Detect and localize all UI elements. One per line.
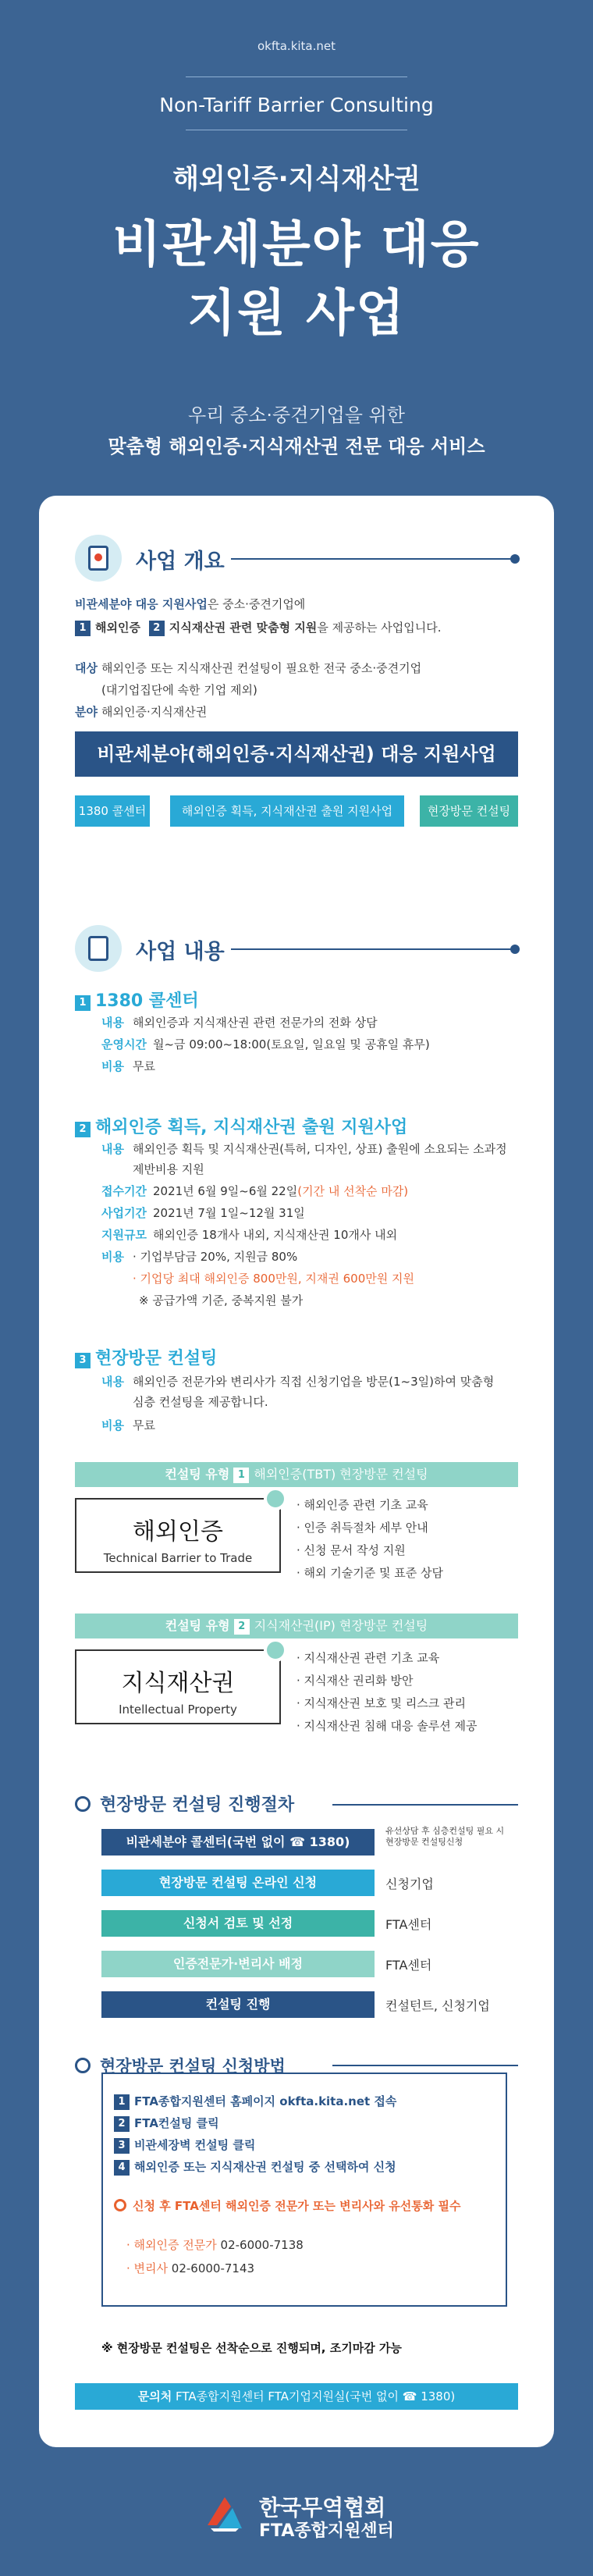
callcenter-content: 내용 해외인증과 지식재산권 관련 전문가의 전화 상담 [101, 1016, 378, 1030]
process-step-4: 인증전문가·변리사 배정 [101, 1951, 375, 1977]
overview-field: 분야 해외인증·지식재산권 [75, 705, 208, 719]
support-cost-note: · 기업당 최대 해외인증 800만원, 지재권 600만원 지원 [133, 1272, 414, 1286]
pill-visit: 현장방문 컨설팅 [420, 795, 518, 827]
site-url[interactable]: okfta.kita.net [257, 39, 336, 53]
support-cost-foot: ※ 공급가액 기준, 중복지원 불가 [139, 1293, 304, 1308]
check-circle-icon [114, 2199, 126, 2211]
support-cost: 비용 · 기업부담금 20%, 지원금 80% [101, 1250, 298, 1264]
program-banner: 비관세분야(해외인증·지식재산권) 대응 지원사업 [75, 731, 518, 777]
alert-document-icon [75, 535, 122, 582]
list-item: · 지식재산권 보호 및 리스크 관리 [296, 1696, 466, 1710]
support-period: 사업기간 2021년 7월 1일~12월 31일 [101, 1206, 305, 1220]
visit-cost: 비용 무료 [101, 1418, 155, 1432]
howto-step-3: 3 비관세장벽 컨설팅 클릭 [114, 2137, 255, 2154]
process-step-5: 컨설팅 진행 [101, 1991, 375, 2018]
overview-intro2: 1 해외인증 2 지식재산권 관련 맞춤형 지원을 제공하는 사업입니다. [75, 619, 442, 636]
check-circle-icon [75, 1796, 91, 1812]
list-item: · 신청 문서 작성 지원 [296, 1543, 406, 1557]
overview-heading: 사업 개요 [75, 535, 520, 582]
howto-step-2: 2 FTA컨설팅 클릭 [114, 2115, 219, 2132]
content-heading: 사업 내용 [75, 925, 520, 972]
process-step-2-side: 신청기업 [385, 1877, 434, 1891]
process-heading: 현장방문 컨설팅 진행절차 [75, 1791, 294, 1816]
howto-note: ※ 현장방문 컨설팅은 선착순으로 진행되며, 조기마감 가능 [101, 2341, 402, 2355]
overview-intro1: 비관세분야 대응 지원사업은 중소·중견기업에 [75, 597, 306, 611]
contact-cert: · 해외인증 전문가 02-6000-7138 [126, 2238, 304, 2252]
overview-target-note: (대기업집단에 속한 기업 제외) [101, 683, 257, 697]
list-item: · 해외 기술기준 및 표준 상담 [296, 1566, 444, 1580]
contact-patent: · 변리사 02-6000-7143 [126, 2261, 255, 2275]
howto-step-1: 1 FTA종합지원센터 홈페이지 okfta.kita.net 접속 [114, 2093, 396, 2110]
howto-heading: 현장방문 컨설팅 신청방법 [75, 2054, 286, 2077]
visit-content: 내용 해외인증 전문가와 변리사가 직접 신청기업을 방문(1~3일)하여 맞춤형 [101, 1375, 495, 1389]
howto-step-4: 4 해외인증 또는 지식재산권 컨설팅 중 선택하여 신청 [114, 2158, 396, 2176]
type2-box: 지식재산권 Intellectual Property [75, 1649, 281, 1724]
howto-notice: 신청 후 FTA센터 해외인증 전문가 또는 변리사와 유선통화 필수 [114, 2197, 460, 2214]
support-content: 내용 해외인증 획득 및 지식재산권(특허, 디자인, 상표) 출원에 소요되는 소과정 [101, 1142, 507, 1156]
list-item: · 지식재산 권리화 방안 [296, 1674, 414, 1688]
process-step-1: 비관세분야 콜센터(국번 없이 ☎ 1380) [101, 1829, 375, 1856]
callcenter-hours: 운영시간 월~금 09:00~18:00(토요일, 일요일 및 공휴일 휴무) [101, 1037, 430, 1051]
list-item: · 지식재산권 침해 대응 솔루션 제공 [296, 1719, 478, 1733]
overview-target: 대상 해외인증 또는 지식재산권 컨설팅이 필요한 전국 중소·중견기업 [75, 661, 422, 675]
list-item: · 인증 취득절차 세부 안내 [296, 1521, 428, 1535]
process-step-1-side: 유선상담 후 심층컨설팅 필요 시 현장방문 컨설팅신청 [385, 1826, 505, 1847]
visit-content-2: 심층 컨설팅을 제공합니다. [133, 1395, 268, 1409]
visit-title: 3 현장방문 컨설팅 [75, 1345, 217, 1369]
support-content-2: 제반비용 지원 [133, 1162, 204, 1176]
check-circle-icon [75, 2058, 91, 2073]
type2-list [296, 1649, 477, 1740]
chart-document-icon [75, 925, 122, 972]
process-step-2: 현장방문 컨설팅 온라인 신청 [101, 1870, 375, 1896]
type2-bar: 컨설팅 유형 2 지식재산권(IP) 현장방문 컨설팅 [75, 1614, 518, 1638]
content-card [39, 496, 554, 2447]
divider [186, 76, 407, 77]
badge-icon [264, 1638, 287, 1662]
kita-logo: 한국무역협회 FTA종합지원센터 [204, 2486, 407, 2541]
process-step-3-side: FTA센터 [385, 1917, 432, 1932]
hero-lead: 우리 중소·중견기업을 위한 [188, 404, 405, 426]
process-step-4-side: FTA센터 [385, 1958, 432, 1973]
pill-support: 해외인증 획득, 지식재산권 출원 지원사업 [170, 795, 404, 827]
pill-callcenter: 1380 콜센터 [75, 795, 150, 827]
badge-icon [264, 1487, 287, 1510]
callcenter-cost: 비용 무료 [101, 1059, 155, 1073]
callcenter-title: 1 1380 콜센터 [75, 987, 199, 1012]
hero-subtitle: 해외인증·지식재산권 [172, 164, 421, 195]
hero [0, 0, 593, 496]
hero-title-line1: 비관세분야 대응 [112, 216, 481, 274]
inquiry-bar: 문의처 FTA종합지원센터 FTA기업지원실(국번 없이 ☎ 1380) [75, 2383, 518, 2410]
hero-title-line2: 지원 사업 [187, 285, 406, 343]
hero-lead-bold: 맞춤형 해외인증·지식재산권 전문 대응 서비스 [108, 436, 485, 457]
type1-bar: 컨설팅 유형 1 해외인증(TBT) 현장방문 컨설팅 [75, 1462, 518, 1487]
support-scale: 지원규모 해외인증 18개사 내외, 지식재산권 10개사 내외 [101, 1228, 398, 1242]
kita-logo-icon [204, 2492, 245, 2533]
process-step-5-side: 컨설턴트, 신청기업 [385, 1998, 490, 2013]
process-step-3: 신청서 검토 및 선정 [101, 1910, 375, 1937]
list-item: · 지식재산권 관련 기초 교육 [296, 1651, 440, 1665]
type1-list [296, 1496, 443, 1587]
tagline: Non-Tariff Barrier Consulting [159, 94, 434, 116]
support-title: 2 해외인증 획득, 지식재산권 출원 지원사업 [75, 1114, 407, 1138]
list-item: · 해외인증 관련 기초 교육 [296, 1498, 428, 1512]
type1-box: 해외인증 Technical Barrier to Trade [75, 1498, 281, 1573]
support-apply-period: 접수기간 2021년 6월 9일~6월 22일(기간 내 선착순 마감) [101, 1184, 409, 1198]
